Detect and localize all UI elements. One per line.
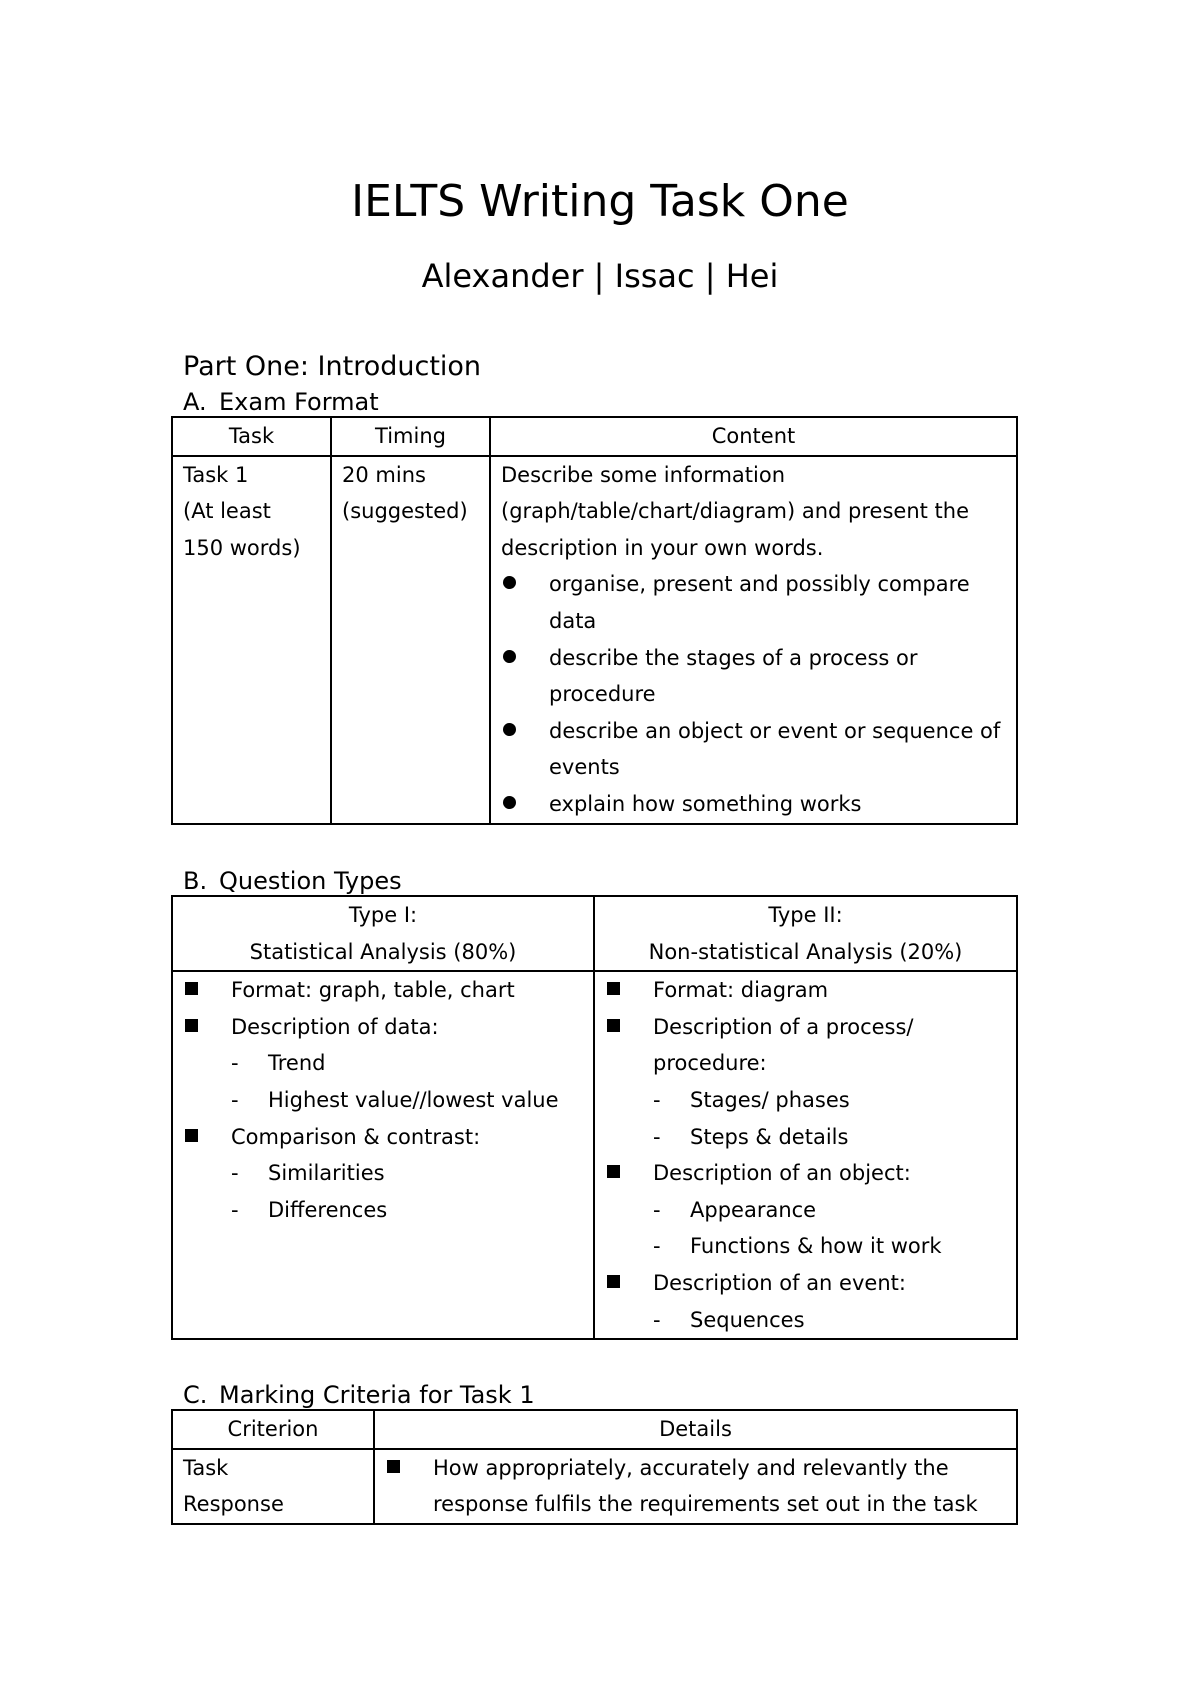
document-title: IELTS Writing Task One	[351, 176, 849, 227]
list-item: Format: diagram	[605, 972, 1006, 1009]
dash-icon: -	[231, 1051, 239, 1076]
list-item: describe an object or event or sequence of events	[501, 713, 1006, 786]
header-task: Task	[172, 417, 331, 456]
content-cell	[490, 456, 1017, 824]
dash-icon: -	[653, 1087, 661, 1112]
type1-description: Statistical Analysis (80%)	[249, 939, 517, 964]
type2-label: Type II:	[768, 903, 843, 927]
bullet-square-icon	[387, 1460, 400, 1473]
list-item: Description of an object:	[605, 1155, 1006, 1192]
bullet-square-icon	[185, 982, 198, 995]
section-b-number: B.	[183, 867, 208, 895]
sub-list-item: - Sequences	[605, 1302, 1006, 1339]
sub-list-item: - Similarities	[183, 1155, 583, 1192]
bullet-dot-icon	[503, 723, 516, 736]
table-row	[172, 971, 1017, 1339]
dash-icon: -	[653, 1307, 661, 1332]
type2-description: Non-statistical Analysis (20%)	[648, 939, 963, 964]
task-cell	[172, 456, 331, 824]
dash-icon: -	[653, 1234, 661, 1259]
section-a-number: A.	[183, 388, 207, 416]
type1-label: Type I:	[348, 903, 418, 927]
list-item: describe the stages of a process or procedure	[501, 640, 1006, 713]
bullet-dot-icon	[503, 576, 516, 589]
table-row	[172, 1449, 1017, 1524]
task-line: 150 words)	[183, 535, 301, 560]
table-header-row	[172, 417, 1017, 456]
sub-list-item: - Functions & how it work	[605, 1228, 1006, 1265]
section-a-title: Exam Format	[219, 388, 379, 416]
list-item: Description of data:	[183, 1009, 583, 1046]
criterion-cell	[172, 1449, 374, 1524]
section-a-heading	[183, 387, 379, 417]
sub-list-item: - Stages/ phases	[605, 1082, 1006, 1119]
sub-list-item: - Appearance	[605, 1192, 1006, 1229]
dash-icon: -	[653, 1124, 661, 1149]
type1-header	[172, 896, 594, 971]
sub-list-item: - Steps & details	[605, 1119, 1006, 1156]
dash-icon: -	[653, 1197, 661, 1222]
bullet-square-icon	[607, 982, 620, 995]
timing-line: 20 mins	[342, 462, 426, 487]
bullet-dot-icon	[503, 650, 516, 663]
content-intro: Describe some information (graph/table/chart/diagram) and present the description in your own words.	[501, 462, 970, 560]
section-c-heading	[183, 1380, 535, 1410]
marking-criteria-table	[171, 1409, 1018, 1525]
details-cell	[374, 1449, 1017, 1524]
dash-icon: -	[231, 1197, 239, 1222]
section-b-title: Question Types	[219, 867, 402, 895]
criterion-line: Task	[183, 1455, 229, 1480]
section-b-heading	[183, 866, 402, 896]
list-item: How appropriately, accurately and relevantly the response fulfils the requirements set out in the task	[385, 1450, 1006, 1523]
bullet-dot-icon	[503, 796, 516, 809]
list-item: Format: graph, table, chart	[183, 972, 583, 1009]
header-timing: Timing	[331, 417, 490, 456]
part-heading: Part One: Introduction	[183, 351, 482, 382]
sub-list-item: - Highest value//lowest value	[183, 1082, 583, 1119]
table-row	[172, 456, 1017, 824]
header-details: Details	[374, 1410, 1017, 1449]
header-criterion: Criterion	[172, 1410, 374, 1449]
timing-line: (suggested)	[342, 499, 468, 524]
list-item: organise, present and possibly compare data	[501, 566, 1006, 639]
list-item: Description of a process/ procedure:	[605, 1009, 1006, 1082]
sub-list-item: - Differences	[183, 1192, 583, 1229]
sub-list-item: - Trend	[183, 1045, 583, 1082]
question-types-table	[171, 895, 1018, 1340]
task-line: Task 1	[183, 462, 249, 487]
type2-cell	[594, 971, 1017, 1339]
table-header-row	[172, 1410, 1017, 1449]
bullet-square-icon	[185, 1019, 198, 1032]
bullet-square-icon	[607, 1275, 620, 1288]
dash-icon: -	[231, 1087, 239, 1112]
bullet-square-icon	[185, 1129, 198, 1142]
header-content: Content	[490, 417, 1017, 456]
bullet-square-icon	[607, 1165, 620, 1178]
type2-header	[594, 896, 1017, 971]
list-item: explain how something works	[501, 786, 1006, 823]
dash-icon: -	[231, 1161, 239, 1186]
section-c-number: C.	[183, 1381, 208, 1409]
section-c-title: Marking Criteria for Task 1	[219, 1381, 535, 1409]
table-header-row	[172, 896, 1017, 971]
criterion-line: Response	[183, 1492, 284, 1517]
exam-format-table	[171, 416, 1018, 825]
list-item: Description of an event:	[605, 1265, 1006, 1302]
document-authors: Alexander | Issac | Hei	[421, 257, 779, 295]
timing-cell	[331, 456, 490, 824]
type1-cell	[172, 971, 594, 1339]
task-line: (At least	[183, 499, 271, 524]
list-item: Comparison & contrast:	[183, 1119, 583, 1156]
bullet-square-icon	[607, 1019, 620, 1032]
